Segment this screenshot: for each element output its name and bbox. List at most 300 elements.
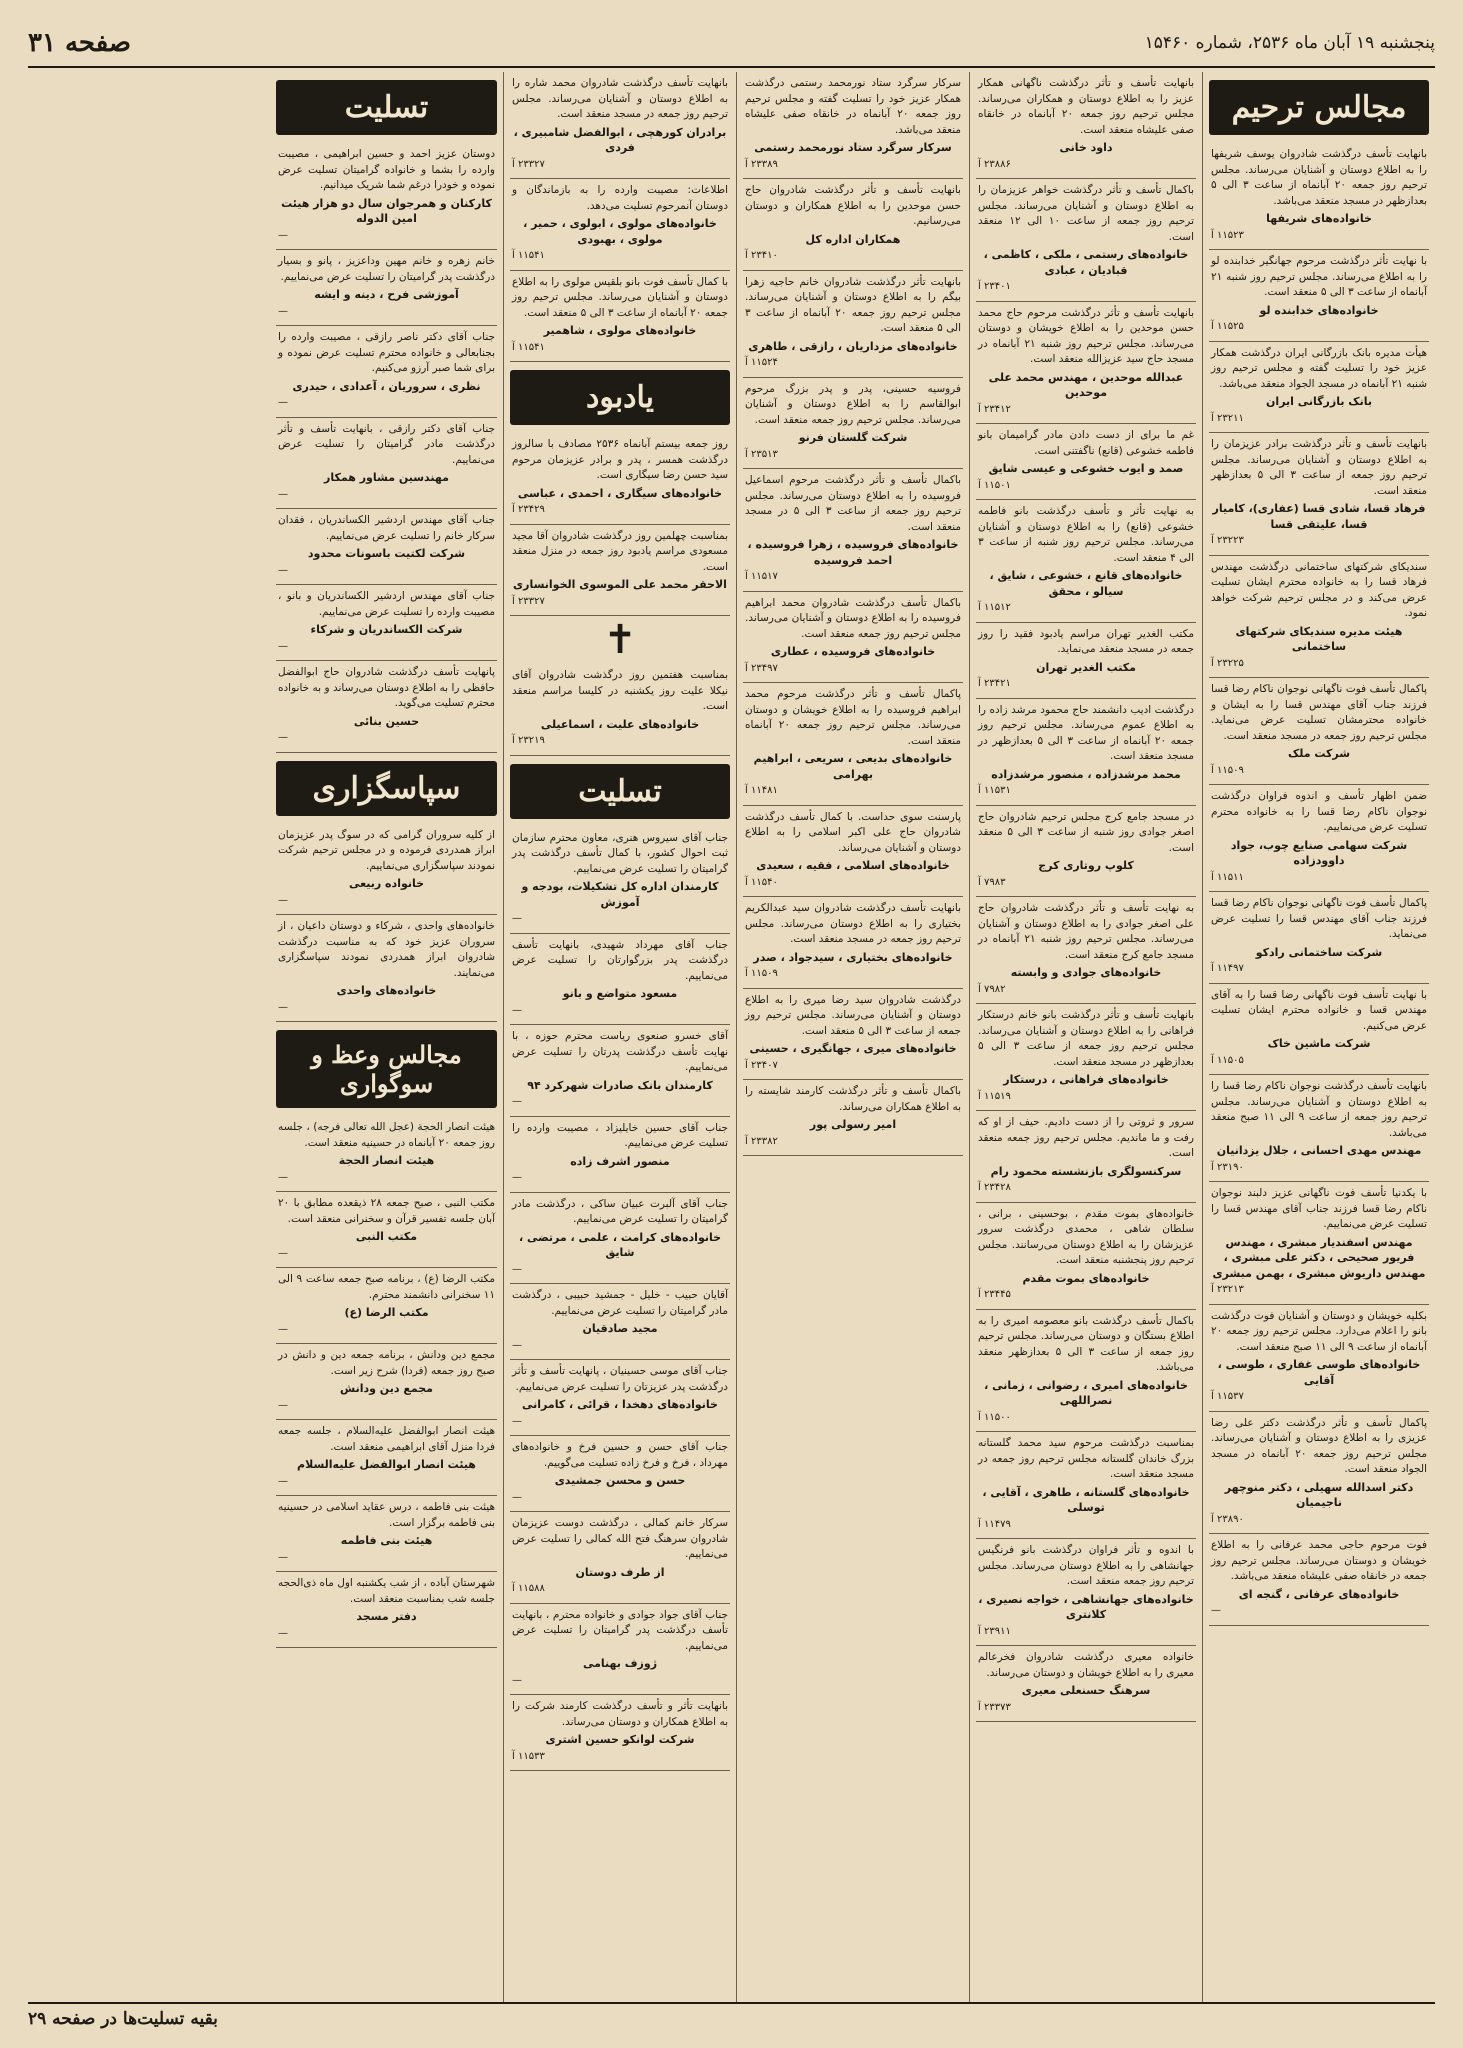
notice-code: ۲۳۲۱۱ آ — [1211, 412, 1244, 424]
notice-signature: مهندس مهدی احسانی ، جلال یزدانیان — [1216, 1144, 1422, 1157]
section-banner-condolence-2: تسلیت — [510, 764, 730, 819]
notice — [976, 179, 1196, 302]
notice — [276, 1572, 497, 1648]
notice — [510, 1284, 730, 1360]
notice-text: بانهایت تأسف و تأثر درگذشت برادر عزیزمان را به اطلاع دوستان و آشنایان می‌رساند. مجلس ترحیم روز جمعه از ساعت ۳ الی ۵ بعدازظهر منعقد است. — [1211, 438, 1427, 497]
notice — [976, 699, 1196, 806]
notice-text: بانهایت تأسف درگذشت نوجوان ناکام رضا قسا را به اطلاع دوستان و آشنایان می‌رساند. مجلس ترحیم روز جمعه از ساعت ۹ الی ۱۱ صبح منعقد می‌باشد. — [1211, 1080, 1428, 1139]
notice-code: — — [278, 1247, 288, 1259]
notice-signature: خانواده‌های شریفها — [1266, 212, 1372, 225]
notice — [1209, 1412, 1429, 1535]
notice-code: ۲۳۴۱۲ آ — [978, 403, 1011, 415]
notice — [510, 1193, 730, 1285]
notice-signature: صمد و ایوب خشوعی و عیسی شایق — [988, 462, 1184, 475]
notice-code: ۱۱۴۹۷ آ — [1211, 963, 1244, 974]
notice-signature: خانواده‌های علیت ، اسماعیلی — [540, 717, 700, 731]
notice — [510, 664, 730, 756]
notice-text: جناب آقای مهندس اردشیر الکساندریان ، فقدان سرکار خانم را تسلیت عرض می‌نماییم. — [278, 514, 495, 542]
notice-signature: عبدالله موحدین ، مهندس محمد علی موحدین — [988, 370, 1184, 399]
notice-code: ۲۳۲۱۹ آ — [512, 735, 545, 746]
notice-signature: خانواده‌های میری ، جهانگیری ، حسینی — [749, 1042, 957, 1055]
notice-signature: الاحقر محمد علی الموسوی الخوانساری — [513, 578, 727, 591]
notice-signature: هیئت مدیره سندیکای شرکتهای ساختمانی — [1235, 624, 1403, 653]
notice-code: ۱۱۵۴۰ آ — [745, 876, 778, 888]
notice-code: ۱۱۵۰۹ آ — [1211, 764, 1244, 776]
notice-signature: دفتر مسجد — [356, 1610, 417, 1623]
notice — [743, 179, 963, 271]
notice-text: آقای خسرو صنعوی ریاست محترم حوزه ، با نهایت تأسف درگذشت پدرتان را تسلیت عرض می‌نماییم. — [512, 1030, 728, 1073]
notice-code: ۱۱۵۰۱ آ — [978, 479, 1011, 491]
notice-code: ۲۳۳۷۳ آ — [978, 1701, 1011, 1713]
notice-code: ۲۳۹۱۱ آ — [978, 1625, 1011, 1637]
notice-code: ۲۳۲۱۳ آ — [1211, 1284, 1244, 1295]
notice-text: جناب آقای دکتر رازقی ، بانهایت تأسف و تأثر درگذشت مادر گرامیتان را تسلیت عرض می‌نماییم. — [278, 422, 495, 466]
notice — [743, 378, 963, 470]
notice-text: پاکمال تأسف فوت ناگهانی نوجوان ناکام رضا قسا فرزند جناب آقای مهندس قسا را به ایشان و خانواده محترمشان تسلیت عرض می‌نماید. مجلس ترحیم روز جمعه در مسجد منعقد است. — [1211, 683, 1427, 742]
notice-text: بکلیه خویشان و دوستان و آشنایان فوت درگذشت بانو را اعلام می‌دارد. مجلس ترحیم روز جمعه ۲۰ آبانماه از ساعت ۹ الی ۱۱ صبح منعقد است. — [1211, 1309, 1427, 1353]
notice-signature: بانک بازرگانی ایران — [1266, 395, 1372, 408]
notice — [510, 525, 730, 617]
notice-text: هیأت مدیره بانک بازرگانی ایران درگذشت همکار عزیز خود را تسلیت گفته و مجلس ترحیم روز شنبه ۲۱ آبانماه در مسجد الجواد منعقد می‌باشد. — [1211, 346, 1427, 390]
notice-text: درگذشت شادروان سید رضا میری را به اطلاع دوستان و آشنایان می‌رساند. مجلس ترحیم روز جمعه از ساعت ۳ الی ۵ منعقد است. — [745, 993, 961, 1037]
notice — [510, 934, 730, 1026]
notice-signature: خانواده‌های واحدی — [336, 984, 437, 997]
notice — [743, 806, 963, 898]
notice — [976, 72, 1196, 179]
notice-signature: خانواده‌های گلستانه ، طاهری ، آقایی ، توسلی — [982, 1485, 1190, 1514]
notice-signature: مجید صادقیان — [582, 1322, 658, 1335]
notice-signature: مکتب النبی — [355, 1230, 418, 1243]
notice-signature: سرکار سرگرد ستاد نورمحمد رستمی — [754, 141, 952, 154]
notice-signature: شرکت لوانکو حسین اشتری — [545, 1733, 695, 1746]
notice — [276, 585, 497, 661]
notice — [743, 592, 963, 684]
notice-text: با یکدنیا تأسف فوت ناگهانی عزیز دلبند نوجوان ناکام رضا قسا فرزند جناب آقای مهندس قسا را تسلیت عرض می‌نماییم. — [1211, 1187, 1427, 1230]
notice-text: به نهایت تأسف و تأثر درگذشت شادروان حاج علی اصغر جوادی را به اطلاع دوستان و آشنایان می‌رساند. مجلس ترحیم روز شنبه ۲۱ آبانماه در مسجد جامع کرج منعقد است. — [978, 902, 1194, 961]
notice-code: — — [278, 1399, 288, 1411]
notice — [976, 806, 1196, 898]
column-1 — [1202, 72, 1435, 2002]
notice-text: خانواده معیری درگذشت شادروان فخرعالم معیری را به اطلاع خویشان و دوستان می‌رساند. — [978, 1651, 1194, 1679]
notice-code: ۲۳۴۱۰ آ — [745, 250, 778, 261]
notice-text: بانهایت تأثر درگذشت شادروان خانم حاجیه زهرا بیگم را به اطلاع دوستان و آشنایان می‌رساند. مجلس ترحیم روز جمعه ۲۰ آبانماه از ساعت ۳ الی ۵ منعقد است. — [745, 275, 961, 334]
notice — [976, 1432, 1196, 1539]
notice-code: ۲۳۴۲۹ آ — [512, 504, 545, 515]
notice-text: در مسجد جامع کرج مجلس ترحیم شادروان حاج اصغر جوادی روز شنبه از ساعت ۳ الی ۵ منعقد است. — [978, 810, 1194, 854]
notice-text: آقایان حبیب - خلیل - جمشید حبیبی ، درگذشت مادر گرامیتان را تسلیت عرض می‌نماییم. — [512, 1289, 728, 1317]
notice-signature: خانواده‌های فراهانی ، درستکار — [1003, 1073, 1169, 1086]
notice-signature: خانواده‌های فروسیده ، زهرا فروسیده ، احمد فروسیده — [747, 538, 959, 567]
notice-signature: مکتب الرضا (ع) — [344, 1306, 429, 1319]
notice-signature: سرکنسولگری بازنشسته محمود رام — [990, 1164, 1182, 1178]
notice — [510, 1117, 730, 1193]
notice-text: بانهایت تأثر و تأسف درگذشت کارمند شرکت را به اطلاع همکاران و دوستان می‌رساند. — [512, 1700, 728, 1728]
notice-text: پارسنت سوی حداست. با کمال تأسف درگذشت شادروان حاج علی اکبر اسلامی را به اطلاع دوستان و آشنایان می‌رساند. — [745, 810, 961, 854]
notice-text: بانهایت تأسف درگذشت شادروان یوسف شریفها را به اطلاع دوستان و آشنایان می‌رساند. مجلس ترحیم روز جمعه ۲۰ آبانماه از ساعت ۳ الی ۵ بعدازظهر در مسجد منعقد می‌باشد. — [1211, 148, 1428, 207]
notice-text: مکتب النبی ، صبح جمعه ۲۸ ذیقعده مطابق با ۲۰ آبان جلسه تفسیر قرآن و سخنرانی منعقد است. — [278, 1197, 495, 1225]
notice-code: ۲۳۴۴۵ آ — [978, 1289, 1011, 1300]
notice — [976, 1004, 1196, 1111]
notice-text: سرور و ثروتی را از دست دادیم. حیف از او که رفت و ما ماندیم. مجلس ترحیم روز جمعه منعقد است. — [978, 1116, 1194, 1159]
notice — [510, 1436, 730, 1512]
notice — [276, 1192, 497, 1268]
notice-signature: خانواده‌های اسلامی ، فقیه ، سعیدی — [756, 859, 950, 872]
notice-text: غم ما برای از دست دادن مادر گرامیمان بانو فاطمه خشوعی (قانع) ناگفتنی است. — [978, 429, 1194, 457]
notice-signature: مجمع دین ودانش — [340, 1382, 433, 1395]
notice-text: سندیکای شرکتهای ساختمانی درگذشت مهندس فرهاد قسا را به خانواده محترم ایشان تسلیت عرض می‌کند و در مجلس ترحیم شرکت خواهد نمود. — [1211, 560, 1427, 619]
notice — [1209, 984, 1429, 1076]
notice-code: — — [278, 1627, 288, 1639]
notice-signature: خانواده‌های مزداریان ، رازقی ، طاهری — [748, 339, 958, 353]
notice — [976, 302, 1196, 425]
notice — [510, 1360, 730, 1436]
notice-signature: خانواده‌های جهانشاهی ، خواجه نصیری ، کلانتری — [978, 1592, 1194, 1621]
notice-code: ۱۱۵۳۷ آ — [1211, 1391, 1244, 1402]
notice-signature: خانواده‌های جوادی و وابسته — [1010, 966, 1162, 979]
notice-text: بمناسبت درگذشت مرحوم سید محمد گلستانه بزرگ خاندان گلستانه مجلس ترحیم روز جمعه در مسجد منعقد است. — [978, 1437, 1194, 1480]
notice-text: به نهایت تأثر و تأسف درگذشت بانو فاطمه خشوعی (قانع) را به اطلاع دوستان و آشنایان می‌رساند. مجلس ترحیم روز شنبه از ساعت ۳ الی ۴ منعقد است. — [978, 505, 1194, 564]
notice-code: ۲۳۸۹۰ آ — [1211, 1513, 1244, 1525]
notice — [276, 824, 497, 916]
notice-text: مکتب الرضا (ع) ، برنامه صبح جمعه ساعت ۹ الی ۱۱ سخنرانی دانشمند محترم. — [278, 1273, 495, 1301]
notice — [276, 1268, 497, 1344]
notice-text: با نهایت تأسف فوت ناگهانی رضا قسا را به آقای مهندس قسا و خانواده محترم ایشان تسلیت عرض می‌کنیم. — [1211, 988, 1427, 1032]
notice-code: — — [512, 1004, 522, 1016]
page-footer — [28, 2002, 1435, 2034]
notice-code: ۱۱۵۴۱ آ — [512, 250, 545, 261]
notice — [510, 1604, 730, 1696]
notice-code: ۲۳۵۱۳ آ — [745, 448, 778, 460]
section-banner-condolence: تسلیت — [276, 80, 497, 135]
notice-signature: فرهاد قسا، شادی قسا (عفاری)، کامیار قسا، علیتقی قسا — [1212, 502, 1426, 531]
notice-code: ۲۳۸۸۶ آ — [978, 158, 1011, 170]
notice-signature: نظری ، سروریان ، آعدادی ، حیدری — [292, 379, 481, 393]
notice — [276, 326, 497, 418]
notice-signature: هیئت بنی فاطمه — [340, 1534, 433, 1547]
notice-text: پانهایت تأسف درگذشت شادروان حاج ابوالفضل حافظی را به اطلاع دوستان می‌رساند و به خانواده محترم تسلیت می‌گوید. — [278, 666, 495, 709]
notice-text: بمناسبت چهلمین روز درگذشت شادروان آقا مجید مسعودی مراسم یادبود روز جمعه در منزل منعقد است. — [512, 529, 728, 573]
notice-code: — — [512, 1674, 522, 1686]
notice-text: با نهایت تأثر درگذشت مرحوم جهانگیر خدابنده لو را به اطلاع می‌رساند. مجلس ترحیم روز شنبه ۲۱ آبانماه از ساعت ۳ الی ۵ منعقد است. — [1211, 255, 1427, 298]
notice-text: هیئت بنی فاطمه ، درس عقاید اسلامی در حسینیه بنی فاطمه برگزار است. — [278, 1501, 495, 1529]
notice — [276, 915, 497, 1022]
notice-signature: کارمندان اداره کل تشکیلات، بودجه و آموزش — [521, 880, 719, 909]
notice-code: — — [278, 1475, 288, 1487]
notice-signature: مکتب الغدیر تهران — [1036, 660, 1136, 674]
notice — [276, 661, 497, 753]
notice — [1209, 250, 1429, 342]
notice-signature: کلوپ روتاری کرج — [1038, 859, 1134, 872]
notice-text: شهرستان آباده ، از شب یکشنبه اول ماه ذی‌الحجه جلسه شب بمناسبت منعقد است. — [278, 1577, 495, 1605]
notice — [976, 897, 1196, 1004]
notice-code: — — [512, 913, 522, 924]
notice — [510, 1025, 730, 1117]
notice-signature: خانواده‌های مولوی ، ابولوی ، حمیر ، مولوی ، بهبودی — [523, 217, 717, 246]
notice-code: ۱۱۵۱۱ آ — [1211, 871, 1244, 883]
column-5 — [270, 72, 503, 2002]
notice-code: — — [278, 1323, 288, 1335]
notice-text: سرکار خانم کمالی ، درگذشت دوست عزیزمان شادروان سرهنگ فتح الله کمالی را تسلیت عرض می‌نماییم. — [512, 1517, 728, 1560]
notice — [276, 1116, 497, 1192]
notice-text: ضمن اظهار تأسف و اندوه فراوان درگذشت نوجوان ناکام رضا قسا را به خانواده محترم تسلیت عرض می‌نماییم. — [1211, 790, 1427, 833]
notice — [276, 1344, 497, 1420]
notice-signature: شرکت سهامی صنایع چوب، جواد داوودزاده — [1230, 838, 1408, 867]
notice — [276, 1496, 497, 1572]
notice-signature: از طرف دوستان — [575, 1565, 665, 1579]
notice-text: هیئت انصار ابوالفضل علیه‌السلام ، جلسه جمعه فردا منزل آقای ابراهیمی منعقد است. — [278, 1425, 495, 1453]
section-banner-sermons: مجالس وعظ و سوگواری — [276, 1030, 497, 1108]
notice-signature: هیئت انصار الحجة — [338, 1154, 435, 1167]
page-number: صفحه ۳۱ — [28, 28, 131, 58]
notice-text: باکمال تأسف درگذشت بانو معصومه امیری را به اطلاع بستگان و دوستان می‌رساند. مجلس ترحیم روز جمعه از ساعت ۳ الی ۵ بعدازظهر منعقد می‌باشد. — [978, 1314, 1194, 1373]
notice-signature: شرکت الکساندریان و شرکاء — [310, 623, 463, 636]
notice — [510, 1695, 730, 1771]
notice-signature: خانواده‌های دهخدا ، قرائی ، کامرانی — [522, 1398, 718, 1411]
notice-text: با اندوه و تأثر فراوان درگذشت بانو فرنگیس جهانشاهی را به اطلاع دوستان می‌رساند. مجلس ترحیم روز جمعه منعقد است. — [978, 1544, 1194, 1587]
notice-code: ۲۳۴۲۸ آ — [978, 1182, 1011, 1193]
notice-signature: خانواده‌های مولوی ، شاهمیر — [543, 324, 697, 337]
notice-text: جناب آقای مهندس اردشیر الکساندریان و بانو ، مصیبت وارده را تسلیت عرض می‌نماییم. — [278, 590, 495, 618]
notice — [276, 250, 497, 326]
notice-code: ۲۳۳۲۷ آ — [512, 158, 545, 170]
notice-code: ۲۳۴۹۷ آ — [745, 662, 778, 674]
notice-signature: دکتر اسدالله سهیلی ، دکتر منوچهر ناجیمیان — [1224, 1480, 1414, 1509]
notice-signature: کارکنان و همرجوان سال دو هزار هیئت امین الدوله — [281, 196, 492, 225]
notice-signature: خانواده‌های رستمی ، ملکی ، کاظمی ، قبادیان ، عبادی — [983, 248, 1189, 277]
notice-signature: حسین بنائی — [353, 714, 420, 728]
notice-code: — — [278, 732, 288, 743]
notice-text: مجمع دین ودانش ، برنامه جمعه دین و دانش در صبح روز جمعه (فردا) شرح زیر است. — [278, 1349, 495, 1377]
section-banner-thanks: سپاسگزاری — [276, 761, 497, 816]
notice-text: جناب آقای جواد جوادی و خانواده محترم ، بانهایت تأسف درگذشت پدر گرامیتان را تسلیت عرض می‌نماییم. — [512, 1608, 728, 1652]
notice-code: ۱۱۵۰۰ آ — [978, 1411, 1011, 1423]
notice-signature: ژوزف بهنامی — [582, 1657, 658, 1670]
notice-text: دوستان عزیز احمد و حسین ابراهیمی ، مصیبت وارده را بشما و خانواده گرامیتان تسلیت عرض نموده و خودرا درغم شما شریک میدانیم. — [278, 148, 495, 191]
notice — [1209, 556, 1429, 679]
notice — [1209, 892, 1429, 984]
notice-signature: شرکت گلستان فرنو — [798, 431, 908, 444]
section-banner-memorials: مجالس ترحیم — [1209, 80, 1429, 135]
section-banner-memorial: یادبود — [510, 370, 730, 425]
notice-signature: سرهنگ حسنعلی معیری — [1021, 1684, 1151, 1697]
notice-code: ۷۹۸۳ آ — [978, 876, 1006, 888]
notice — [1209, 342, 1429, 434]
notice-code: ۲۳۳۸۲ آ — [745, 1135, 778, 1147]
notice — [743, 683, 963, 806]
notice-text: جناب آقای حسین خایلیزاد ، مصیبت وارده را تسلیت عرض می‌نماییم. — [512, 1121, 728, 1149]
notice-signature: کارمندان بانک صادرات شهرکرد ۹۴ — [527, 1078, 713, 1092]
notice-signature: خانواده‌های کرامت ، علمی ، مرتضی ، شایق — [518, 1230, 722, 1259]
notice — [510, 271, 730, 363]
notice-code: ۱۱۵۴۱ آ — [512, 341, 545, 353]
notice — [1209, 1305, 1429, 1412]
notice-signature: داود خانی — [1059, 141, 1113, 154]
notice-text: بانهایت تأسف و تأثر درگذشت ناگهانی همکار عزیز را به اطلاع دوستان و همکاران می‌رساند. مجلس ترحیم روز جمعه ۲۰ آبانماه در خانقاه صفی علیشاه منعقد است. — [978, 77, 1194, 136]
notice — [510, 72, 730, 179]
notice-text: باکمال تأسف و تأثر درگذشت مرحوم اسماعیل فروسیده را به اطلاع دوستان می‌رساند. مجلس ترحیم روز جمعه از ساعت ۳ الی ۵ در مسجد منعقد است. — [745, 474, 962, 533]
notice-text: جناب آقای سیروس هنری، معاون محترم سازمان ثبت احوال کشور، با کمال تأسف درگذشت پدر گرامیتان را تسلیت عرض می‌نماییم. — [512, 831, 728, 875]
notice — [976, 500, 1196, 623]
continued-notice: بقیه تسلیت‌ها در صفحه ۲۹ — [28, 2009, 218, 2029]
notice — [743, 897, 963, 989]
notice-text: باکمال تأسف و تأثر درگذشت خواهر عزیزمان را به اطلاع دوستان و آشنایان می‌رساند. مجلس ترحیم روز جمعه از ساعت ۱۰ الی ۱۲ منعقد است. — [978, 184, 1194, 243]
notice-code: ۱۱۴۸۱ آ — [745, 785, 778, 796]
notice-signature: امیر رسولی پور — [809, 1118, 897, 1131]
notice-text: بانهایت تأسف درگذشت شادروان سید عبدالکریم بختیاری را به اطلاع دوستان می‌رساند. مجلس ترحیم روز جمعه در مسجد منعقد است. — [745, 902, 961, 945]
notice-code: ۱۱۵۸۸ آ — [512, 1583, 545, 1594]
notice-code: ۱۱۵۲۳ آ — [1211, 229, 1244, 241]
notice-code: ۲۳۲۲۳ آ — [1211, 535, 1244, 546]
notice-code: ۱۱۵۳۱ آ — [978, 785, 1011, 796]
notice-signature: مسعود متواضع و بانو — [562, 987, 678, 1000]
notice-signature: هیئت انصار ابوالفضل علیه‌السلام — [297, 1458, 476, 1471]
notice — [743, 469, 963, 592]
notice-text: خانواده‌های واحدی ، شرکاء و دوستان داعیان ، از سروران عزیز خود که به مناسبت درگذشت شادروان ابراز همدردی نمودند سپاسگزاری می‌نمایند. — [278, 920, 495, 979]
notice — [276, 418, 497, 510]
notice — [276, 1420, 497, 1496]
notice-code: ۲۳۱۹۰ آ — [1211, 1161, 1244, 1173]
notice-text: روز جمعه بیستم آبانماه ۲۵۳۶ مصادف با سالروز درگذشت همسر ، پدر و برادر عزیزمان مرحوم سید حسن رضا سیگاری است. — [512, 438, 728, 481]
notice-code: ۱۱۵۱۷ آ — [745, 571, 778, 582]
columns — [28, 72, 1435, 2002]
notice-text: باکمال تأسف و تأثر درگذشت کارمند شایسته را به اطلاع همکاران می‌رساند. — [745, 1085, 961, 1113]
notice — [976, 1539, 1196, 1646]
notice-text: خانم زهره و خانم مهین وداعزیز ، پانو و بسیار درگذشت پدر گرامیتان را تسلیت عرض می‌نماییم. — [278, 255, 495, 283]
notice-text: درگذشت ادیب دانشمند حاج محمود مرشد زاده را به اطلاع عموم می‌رساند. مجلس ترحیم روز جمعه ۲۰ آبانماه از ساعت ۳ الی ۵ بعدازظهر در مسجد منعقد است. — [978, 703, 1194, 762]
notice-signature: برادران کورهچی ، ابوالفضل شامبیری ، فردی — [513, 125, 727, 154]
notice-signature: خانواده‌های امیری ، رضوانی ، زمانی ، نصراللهی — [984, 1378, 1188, 1407]
notice-text: اطلاعات: مصیبت وارده را به بازماندگان و دوستان آنمرحوم تسلیت می‌دهد. — [512, 184, 728, 212]
notice-code: ۱۱۵۰۹ آ — [745, 968, 778, 979]
notice-text: باکمال تأسف درگذشت شادروان محمد ابراهیم فروسیده را به اطلاع دوستان و آشنایان می‌رساند. مجلس ترحیم روز جمعه منعقد است. — [745, 596, 961, 640]
notice-signature: مهندسین مشاور همکار — [324, 471, 449, 484]
notice-text: جناب آقای آلبرت عبیان ساکی ، درگذشت مادر گرامیتان را تسلیت عرض می‌نماییم. — [512, 1197, 728, 1225]
notice — [510, 179, 730, 271]
notice — [976, 1111, 1196, 1203]
notice-code: — — [278, 1171, 288, 1183]
notice-signature: منصور اشرف زاده — [570, 1154, 670, 1168]
notice-code: — — [278, 564, 288, 576]
notice — [743, 271, 963, 378]
notice-text: جناب آقای موسی حسینیان ، پانهایت تأسف و تأثر درگذشت پدر عزیزتان را تسلیت عرض می‌نماییم. — [512, 1365, 728, 1393]
notice-text: فروسیه حسینی، پدر و پدر بزرگ مرحوم ابوالقاسم را به اطلاع دوستان و آشنایان می‌رساند. مجلس ترحیم روز جمعه منعقد است. — [745, 382, 961, 426]
notice — [510, 1512, 730, 1604]
notice — [1209, 143, 1429, 250]
notice-signature: خانواده‌های بختیاری ، سیدجواد ، صدر — [753, 950, 953, 964]
notice-signature: خانواده‌های عرفانی ، گنجه ای — [1238, 1587, 1400, 1601]
notice — [743, 1080, 963, 1156]
notice-code: ۱۱۵۲۴ آ — [745, 357, 778, 368]
notice — [976, 623, 1196, 699]
notice-code: — — [278, 488, 288, 500]
notice — [743, 989, 963, 1081]
notice-text: بمناسبت هفتمین روز درگذشت شادروان آقای نیکلا علیت روز یکشنبه در کلیسا مراسم منعقد است. — [512, 669, 728, 712]
notice-code: ۲۳۲۲۵ آ — [1211, 657, 1244, 669]
notice — [1209, 785, 1429, 892]
column-4 — [503, 72, 736, 2002]
notice-signature: همکاران اداره کل — [805, 232, 901, 246]
notice-signature: شرکت ماشین خاک — [1267, 1037, 1371, 1050]
notice-signature: خانواده‌های بدیعی ، سریعی ، ابراهیم بهرامی — [753, 752, 953, 781]
notice-text: بانهایت تأسف و تأثر درگذشت شادروان حاج حسن موحدین را به اطلاع همکاران و دوستان می‌رسانیم. — [745, 184, 961, 227]
notice-text: از کلیه سروران گرامی که در سوگ پدر عزیزمان ابراز همدردی فرموده و در مجلس ترحیم شرکت نمودند سپاسگزاری می‌نماییم. — [278, 828, 495, 872]
notice-code: ۲۳۳۲۷ آ — [512, 595, 545, 607]
notice-text: بانهایت تأسف و تأثر درگذشت بانو خانم درستکار فراهانی را به اطلاع دوستان و آشنایان می‌رساند. مجلس ترحیم روز جمعه از ساعت ۳ الی ۵ بعدازظهر در مسجد منعقد است. — [978, 1009, 1194, 1068]
notice — [743, 72, 963, 179]
notice-text: بانهایت تأسف و تأثر درگذشت مرحوم حاج محمد حسن موحدین را به اطلاع خویشان و دوستان می‌رساند. مجلس ترحیم روز شنبه ۲۱ آبانماه در مسجد حاج سید عزیزالله منعقد است. — [978, 306, 1194, 365]
notice-signature: حسن و محسن جمشیدی — [554, 1474, 686, 1487]
notice — [510, 433, 730, 525]
notice-text: فوت مرحوم حاجی محمد عرفانی را به اطلاع خویشان و دوستان می‌رساند. مجلس ترحیم روز جمعه در خانقاه صفی علیشاه منعقد می‌باشد. — [1211, 1539, 1427, 1582]
notice — [276, 143, 497, 250]
notice-code: — — [278, 305, 288, 317]
notice-code: ۱۱۵۳۳ آ — [512, 1750, 545, 1762]
notice-code: ۲۳۴۰۱ آ — [978, 281, 1011, 292]
notice-code: ۱۱۵۱۹ آ — [978, 1090, 1011, 1102]
notice — [1209, 1182, 1429, 1305]
notice-code: — — [1211, 1605, 1221, 1616]
notice-code: — — [278, 1551, 288, 1563]
page-header — [28, 20, 1435, 68]
notice — [1209, 1534, 1429, 1626]
notice-code: ۱۱۵۲۵ آ — [1211, 321, 1244, 332]
notice-signature: خانواده‌های طوسی غفاری ، طوسی ، آقایی — [1217, 1358, 1421, 1387]
issue-date-line: پنجشنبه ۱۹ آبان ماه ۲۵۳۶، شماره ۱۵۴۶۰ — [1144, 33, 1435, 53]
notice-signature: خانواده‌های خدابنده لو — [1259, 303, 1379, 317]
notice-signature: خانواده‌های فروسیده ، عطاری — [770, 645, 936, 658]
notice-code: — — [278, 640, 288, 652]
cross-icon: ✝ — [603, 617, 637, 663]
notice-signature: شرکت ساختمانی رادکو — [1255, 945, 1383, 959]
notice — [1209, 678, 1429, 785]
notice — [976, 1646, 1196, 1722]
notice-code: — — [512, 1415, 522, 1427]
notice-code: — — [512, 1491, 522, 1503]
notice-text: خانواده‌های بموت مقدم ، بوحسینی ، برانی ، سلطان شاهی ، محمدی درگذشت سرور عزیزشان را به اطلاع دوستان می‌رسانند. مجلس ترحیم روز پنجشنبه منعقد است. — [978, 1207, 1194, 1266]
notice-code: — — [512, 1339, 522, 1351]
notice — [276, 509, 497, 585]
notice-text: هیئت انصار الحجة (عجل الله تعالی فرجه) ، جلسه روز جمعه ۲۰ آبانماه در حسینیه منعقد است. — [278, 1121, 495, 1149]
notice-code: — — [512, 1096, 522, 1107]
notice-code: — — [278, 229, 288, 241]
notice-code: ۲۳۴۲۱ آ — [978, 678, 1011, 689]
notice-signature: خانواده ربیعی — [348, 877, 425, 890]
notice-text: سرکار سرگرد ستاد نورمحمد رستمی درگذشت همکار عزیز خود را تسلیت گفته و مجلس ترحیم روز جمعه ۲۰ آبانماه در خانقاه صفی علیشاه منعقد می‌باشد. — [745, 77, 961, 136]
notice-text: پاکمال تأسف و تأثر درگذشت مرحوم محمد ابراهیم فروسیده را به اطلاع خویشان و دوستان می‌رساند. مجلس ترحیم روز جمعه ۲۰ آبانماه منعقد است. — [745, 688, 962, 747]
notice — [510, 827, 730, 934]
notice-code: ۷۹۸۲ آ — [978, 983, 1006, 995]
notice-text: پاکمال تأسف فوت ناگهانی نوجوان ناکام رضا قسا فرزند جناب آقای مهندس قسا را تسلیت عرض می‌نماید. — [1211, 897, 1427, 940]
notice-text: بانهایت تأسف درگذشت شادروان محمد شاره را به اطلاع دوستان و آشنایان می‌رساند. مجلس ترحیم روز جمعه در مسجد منعقد است. — [512, 77, 728, 120]
notice-code: — — [278, 397, 288, 408]
notice-signature: مهندس اسفندیار مبشری ، مهندس فریور صحیحی ، دکتر علی مبشری ، مهندس داریوش مبشری ، بهمن مبشری — [1212, 1235, 1426, 1280]
notice — [1209, 1075, 1429, 1182]
notice-text: جناب آقای حسن و حسین فرخ و خانواده‌های مهرداد ، فرخ و فرخ زاده تسلیت می‌گوییم. — [512, 1441, 728, 1469]
notice-signature: خانواده‌های بموت مقدم — [1022, 1271, 1150, 1285]
notice-text: مکتب الغدیر تهران مراسم یادبود فقید را روز جمعه در مسجد منعقد می‌نماید. — [978, 627, 1194, 655]
notice-signature: محمد مرشدزاده ، منصور مرشدزاده — [991, 767, 1181, 781]
notice — [976, 1203, 1196, 1310]
notice — [1209, 433, 1429, 556]
notice-signature: آموزشی فرح ، دینه و ایشه — [314, 288, 459, 301]
notice-code: ۱۱۵۰۵ آ — [1211, 1054, 1244, 1066]
notice-code: — — [278, 1001, 288, 1013]
notice — [976, 424, 1196, 500]
notice-signature: خانواده‌های قانع ، خشوعی ، شایق ، سیالو ، محقق — [989, 569, 1183, 598]
notice-code: ۱۱۵۱۲ آ — [978, 602, 1011, 613]
notice-code: ۱۱۴۷۹ آ — [978, 1518, 1011, 1530]
notice-text: جناب آقای دکتر ناصر رازقی ، مصیبت وارده را بجنابعالی و خانواده محترم تسلیت عرض نموده و برای شما صبر آرزو می‌کنیم. — [278, 331, 495, 374]
